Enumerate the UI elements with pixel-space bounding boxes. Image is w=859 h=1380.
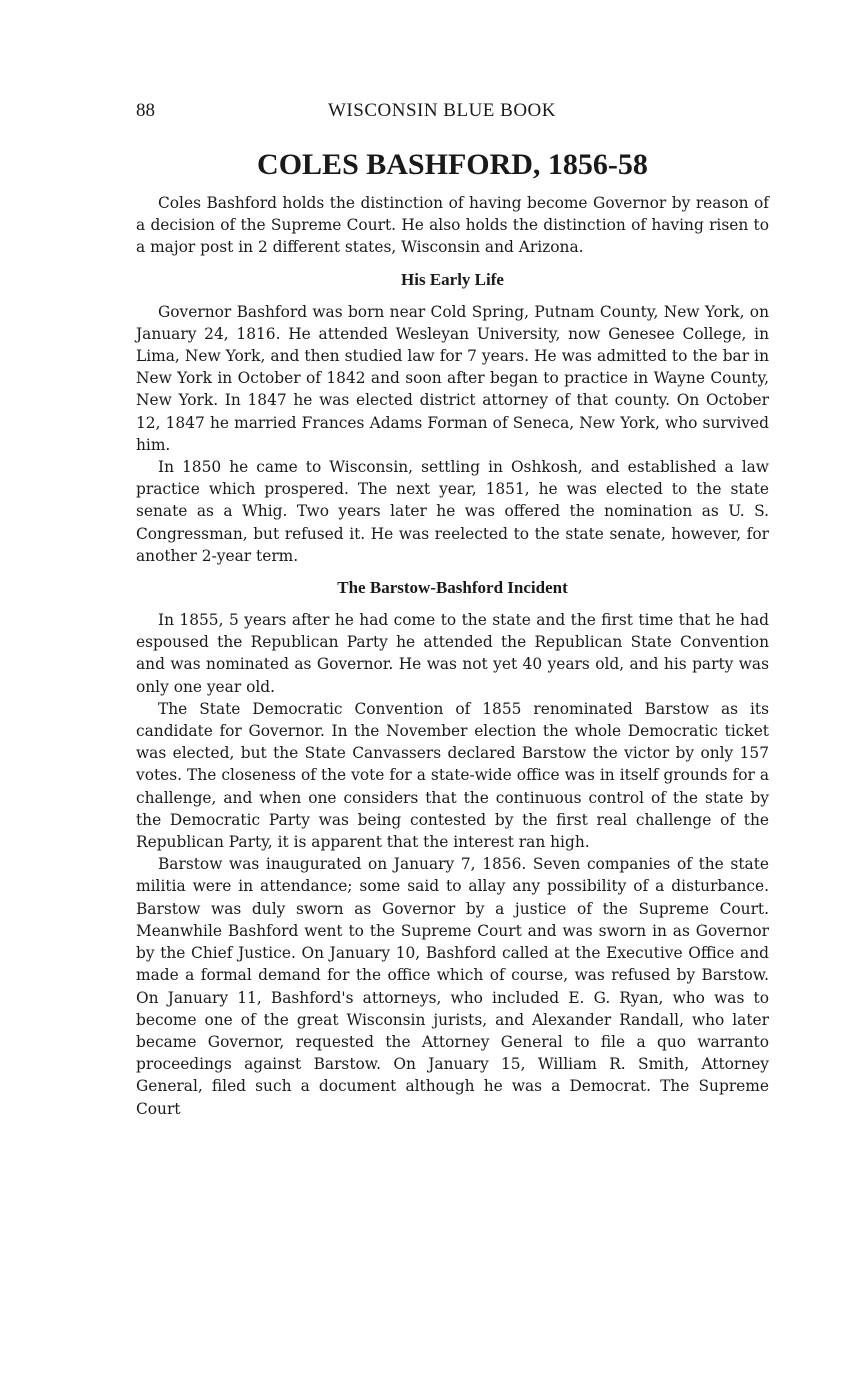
- early-life-paragraph: In 1850 he came to Wisconsin, settling in Oshkosh, and established a law practice which prospered. The next year, 1851, he was elected to the state senate as a Whig. Two years later he was offered the nomination as U. S. Congressman, but refused it. He was reelected to the state senate, however, for another 2-year term.: [136, 458, 769, 565]
- page-number: 88: [136, 100, 155, 121]
- book-title: WISCONSIN BLUE BOOK: [328, 100, 556, 121]
- incident-paragraph: In 1855, 5 years after he had come to the state and the first time that he had espoused the Republican Party he attended the Republican State Convention and was nominated as Governor. He was not yet 40 years old, and his party was only one year old.: [136, 611, 769, 696]
- incident-paragraph: Barstow was inaugurated on January 7, 1856. Seven companies of the state militia were in attendance; some said to allay any possibility of a disturbance. Barstow was duly sworn as Governor by a justice of the Supreme Court. Meanwhile Bashford went to the Supreme Court and was sworn in as Governor by the Chief Justice. On January 10, Bashford called at the Executive Office and made a formal demand for the office which of course, was refused by Barstow. On January 11, Bashford's attorneys, who included E. G. Ryan, who was to become one of the great Wisconsin jurists, and Alexander Randall, who later became Governor, requested the Attorney General to file a quo warranto proceedings against Barstow. On January 15, William R. Smith, Attorney General, filed such a document although he was a Democrat. The Supreme Court: [136, 855, 769, 1118]
- section-heading-early-life: His Early Life: [401, 269, 504, 289]
- chapter-title: COLES BASHFORD, 1856-58: [257, 148, 648, 181]
- document-page: [136, 96, 769, 1120]
- early-life-paragraph: Governor Bashford was born near Cold Spring, Putnam County, New York, on January 24, 1816. He attended Wesleyan University, now Genesee College, in Lima, New York, and then studied law for 7 years. He was admitted to the bar in New York in October of 1842 and soon after began to practice in Wayne County, New York. In 1847 he was elected district attorney of that county. On October 12, 1847 he married Frances Adams Forman of Seneca, New York, who survived him.: [136, 302, 769, 454]
- intro-paragraph: Coles Bashford holds the distinction of having become Governor by reason of a decision of the Supreme Court. He also holds the distinction of having risen to a major post in 2 different states, Wisconsin and Arizona.: [136, 194, 769, 257]
- section-heading-incident: The Barstow-Bashford Incident: [337, 578, 568, 598]
- incident-paragraph: The State Democratic Convention of 1855 renominated Barstow as its candidate for Governor. In the November election the whole Democratic ticket was elected, but the State Canvassers declared Barstow the victor by only 157 votes. The closeness of the vote for a state-wide office was in itself grounds for a challenge, and when one considers that the continuous control of the state by the Democratic Party was being contested by the first real challenge of the Republican Party, it is apparent that the interest ran high.: [136, 699, 769, 852]
- running-header: [136, 96, 769, 126]
